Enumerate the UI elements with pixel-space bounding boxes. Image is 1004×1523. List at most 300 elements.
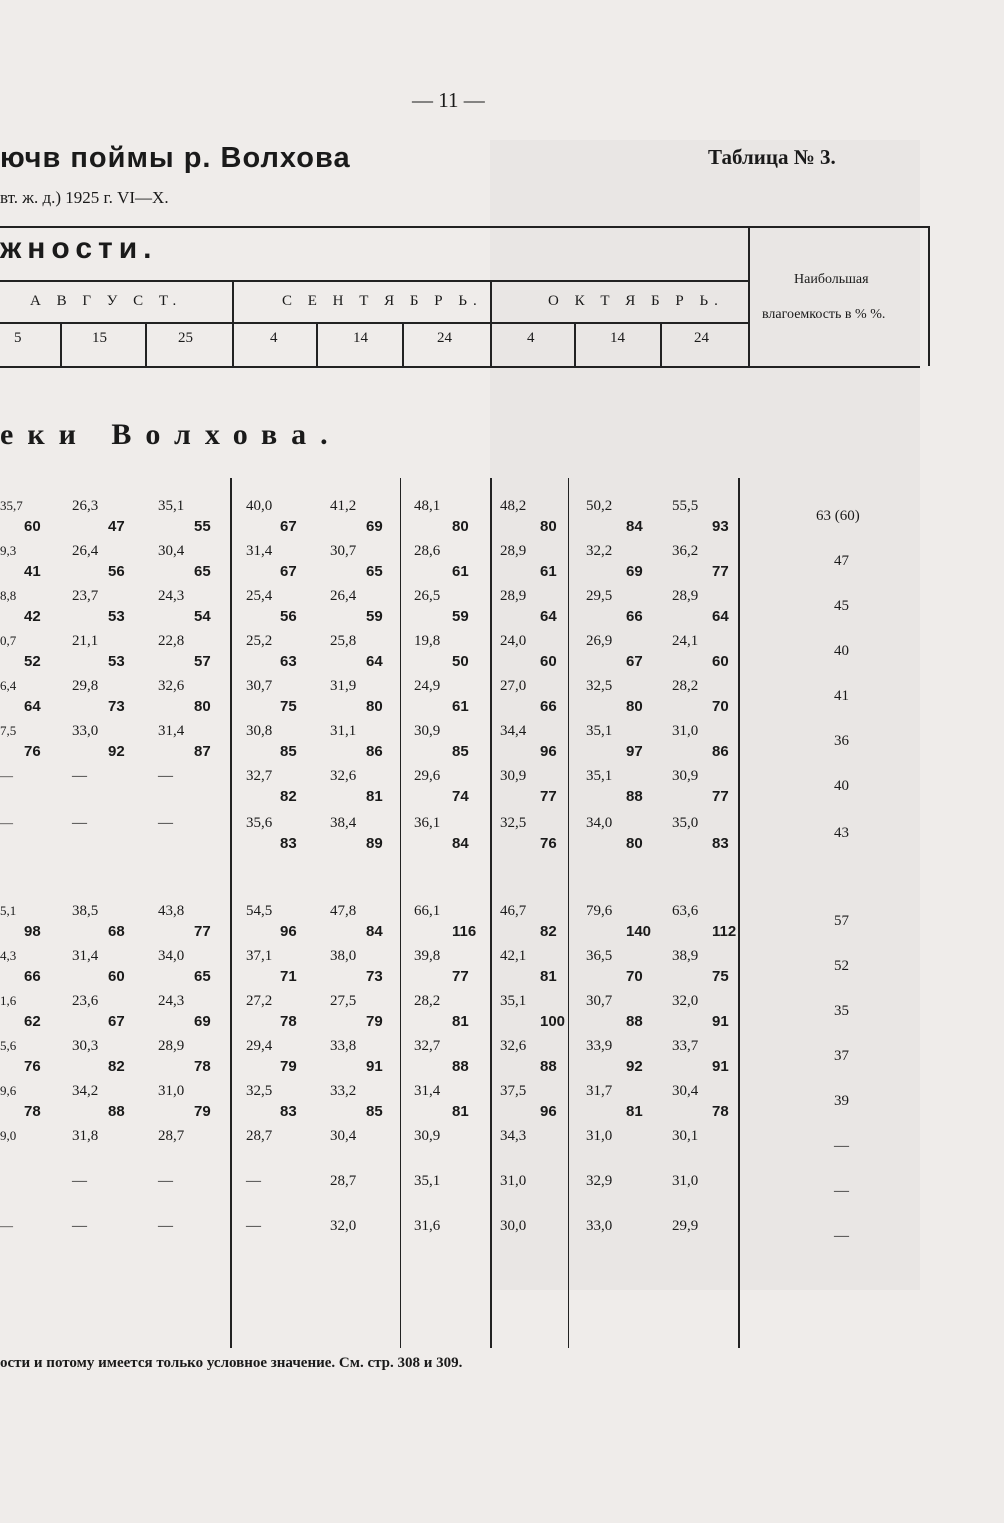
cell-percent: 67 [626,653,643,670]
cell-percent: 84 [626,518,643,535]
cell-moisture: 33,0 [72,723,99,739]
cell-moisture: 24,0 [500,633,527,649]
cell-percent: 85 [280,743,297,760]
cell-percent: 91 [712,1058,729,1075]
cell-moisture: 34,3 [500,1128,527,1144]
cell-percent: 77 [540,788,557,805]
cell-percent: 92 [626,1058,643,1075]
cell-percent: 59 [452,608,469,625]
cell-percent: 60 [712,653,729,670]
cell-moisture: 28,9 [672,588,699,604]
cell-moisture: 26,5 [414,588,441,604]
cell-percent: 116 [452,923,477,940]
cell-capacity: 40 [834,778,849,794]
cell-moisture: 36,5 [586,948,613,964]
header-divider [60,322,62,366]
cell-percent: 66 [626,608,643,625]
cell-moisture: 25,8 [330,633,357,649]
cell-moisture: 30,3 [72,1038,99,1054]
cell-percent: 83 [280,835,297,852]
cell-percent: 65 [194,968,211,985]
cell-moisture: 24,3 [158,588,185,604]
cell-moisture: 34,4 [500,723,527,739]
cell-moisture: 38,5 [72,903,99,919]
cell-percent: 80 [452,518,469,535]
cell-moisture: 31,4 [158,723,185,739]
cell-moisture: 48,2 [500,498,527,514]
cell-partial: 0,7 [0,633,17,648]
cell-capacity: 40 [834,643,849,659]
cell-percent: 81 [452,1013,469,1030]
day-label: 24 [437,330,452,346]
page-number: — 11 — [412,88,485,112]
cell-moisture: 34,0 [158,948,185,964]
cell-moisture: 28,9 [500,543,527,559]
cell-percent: 62 [24,1013,41,1030]
cell-moisture: 48,1 [414,498,441,514]
cell-moisture: 33,7 [672,1038,699,1054]
cell-moisture: 55,5 [672,498,699,514]
cell-moisture: 30,1 [672,1128,699,1144]
column-divider [568,478,569,1348]
cell-moisture: 28,2 [414,993,441,1009]
cell-percent: 64 [712,608,729,625]
cell-percent: 89 [366,835,383,852]
cell-percent: 71 [280,968,297,985]
cell-percent: 77 [712,563,729,580]
cell-moisture: 32,0 [672,993,699,1009]
cell-percent: 98 [24,923,41,940]
cell-moisture: 33,0 [586,1218,613,1234]
cell-partial: 5,1 [0,903,17,918]
cell-moisture: 79,6 [586,903,613,919]
cell-moisture: 33,2 [330,1083,357,1099]
cell-moisture: 22,8 [158,633,185,649]
cell-percent: 96 [540,743,557,760]
header-divider [748,226,750,366]
cell-percent: 70 [626,968,643,985]
cell-moisture: 31,4 [72,948,99,964]
cell-moisture: 28,2 [672,678,699,694]
cell-moisture: 46,7 [500,903,527,919]
cell-moisture: 32,6 [500,1038,527,1054]
cell-percent: 41 [24,563,41,580]
month-rule [0,280,748,282]
cell-moisture: 35,1 [500,993,527,1009]
cell-percent: 80 [366,698,383,715]
cell-percent: 88 [626,1013,643,1030]
cell-partial: 9,6 [0,1083,17,1098]
cell-moisture: — [72,768,87,784]
cell-moisture: 30,9 [414,1128,441,1144]
day-label: 15 [92,330,107,346]
cell-moisture: 30,9 [672,768,699,784]
cell-percent: 85 [366,1103,383,1120]
cell-moisture: 41,2 [330,498,357,514]
cell-capacity: 39 [834,1093,849,1109]
cell-capacity: 41 [834,688,849,704]
cell-partial: 4,3 [0,948,17,963]
cell-moisture: 35,1 [586,723,613,739]
cell-percent: 81 [366,788,383,805]
cell-percent: 54 [194,608,211,625]
month-october: О К Т Я Б Р Ь. [548,293,724,309]
cell-percent: 52 [24,653,41,670]
cell-moisture: 32,7 [246,768,273,784]
cell-partial: 5,6 [0,1038,17,1053]
cell-moisture: 29,5 [586,588,613,604]
cell-capacity: 63 (60) [816,508,860,524]
cell-percent: 64 [366,653,383,670]
cell-percent: 85 [452,743,469,760]
cell-percent: 42 [24,608,41,625]
cell-percent: 140 [626,923,652,940]
cell-percent: 76 [24,1058,41,1075]
cell-moisture: 29,9 [672,1218,699,1234]
cell-percent: 91 [366,1058,383,1075]
cell-moisture: 31,4 [414,1083,441,1099]
cell-moisture: 31,7 [586,1083,613,1099]
header-divider [928,226,930,366]
capacity-header-1: Наибольшая [794,272,869,287]
cell-percent: 83 [280,1103,297,1120]
cell-moisture: 31,1 [330,723,357,739]
cell-partial: — [0,768,13,783]
cell-moisture: 33,9 [586,1038,613,1054]
column-divider [490,478,492,1348]
cell-percent: 78 [194,1058,211,1075]
cell-percent: 53 [108,653,125,670]
cell-moisture: 25,4 [246,588,273,604]
cell-percent: 61 [540,563,557,580]
cell-percent: 59 [366,608,383,625]
cell-percent: 68 [108,923,125,940]
cell-moisture: 27,0 [500,678,527,694]
cell-moisture: 31,6 [414,1218,441,1234]
cell-partial: — [0,1218,13,1233]
cell-moisture: 35,1 [414,1173,441,1189]
cell-percent: 55 [194,518,211,535]
cell-moisture: — [72,1218,87,1234]
cell-moisture: 35,0 [672,815,699,831]
cell-moisture: 28,9 [158,1038,185,1054]
cell-capacity: 45 [834,598,849,614]
header-divider [145,322,147,366]
cell-moisture: 35,1 [158,498,185,514]
header-divider [232,280,234,366]
cell-moisture: 37,1 [246,948,273,964]
cell-partial: 9,3 [0,543,17,558]
cell-percent: 70 [712,698,729,715]
cell-capacity: 36 [834,733,849,749]
cell-moisture: 27,2 [246,993,273,1009]
cell-percent: 100 [540,1013,566,1030]
cell-moisture: 35,1 [586,768,613,784]
cell-moisture: 34,2 [72,1083,99,1099]
cell-percent: 93 [712,518,729,535]
cell-moisture: 33,8 [330,1038,357,1054]
cell-moisture: — [158,768,173,784]
cell-moisture: 28,7 [158,1128,185,1144]
cell-percent: 82 [280,788,297,805]
cell-capacity: — [834,1138,849,1154]
cell-percent: 88 [626,788,643,805]
cell-percent: 77 [452,968,469,985]
cell-percent: 78 [712,1103,729,1120]
cell-percent: 67 [280,518,297,535]
cell-percent: 47 [108,518,125,535]
cell-percent: 61 [452,698,469,715]
cell-moisture: 29,8 [72,678,99,694]
cell-capacity: 52 [834,958,849,974]
cell-percent: 75 [712,968,729,985]
cell-moisture: 35,6 [246,815,273,831]
cell-percent: 78 [24,1103,41,1120]
cell-percent: 78 [280,1013,297,1030]
cell-moisture: 31,0 [672,1173,699,1189]
header-bottom-rule [0,366,920,368]
cell-percent: 79 [280,1058,297,1075]
cell-percent: 112 [712,923,737,940]
month-august: А В Г У С Т. [30,293,183,309]
cell-moisture: — [158,815,173,831]
cell-moisture: 29,6 [414,768,441,784]
cell-moisture: — [72,1173,87,1189]
table-subtitle: вт. ж. д.) 1925 г. VI—X. [0,188,169,207]
river-heading: еки Волхова. [0,418,342,451]
cell-moisture: 32,7 [414,1038,441,1054]
cell-percent: 56 [280,608,297,625]
cell-moisture: 24,3 [158,993,185,1009]
cell-percent: 79 [366,1013,383,1030]
cell-moisture: 29,4 [246,1038,273,1054]
cell-capacity: 47 [834,553,849,569]
cell-percent: 73 [108,698,125,715]
cell-moisture: 37,5 [500,1083,527,1099]
cell-partial: 35,7 [0,498,23,513]
cell-moisture: 19,8 [414,633,441,649]
cell-percent: 77 [712,788,729,805]
cell-moisture: 24,9 [414,678,441,694]
cell-moisture: 38,4 [330,815,357,831]
cell-moisture: 26,3 [72,498,99,514]
cell-percent: 74 [452,788,469,805]
day-label: 14 [353,330,368,346]
cell-moisture: 31,0 [672,723,699,739]
day-label: 4 [527,330,535,346]
day-label: 4 [270,330,278,346]
cell-moisture: 42,1 [500,948,527,964]
cell-capacity: 35 [834,1003,849,1019]
cell-percent: 65 [194,563,211,580]
cell-moisture: 32,5 [586,678,613,694]
cell-moisture: 32,2 [586,543,613,559]
cell-moisture: 28,9 [500,588,527,604]
cell-percent: 60 [540,653,557,670]
table-label: Таблица № 3. [708,145,836,169]
cell-moisture: 39,8 [414,948,441,964]
cell-percent: 92 [108,743,125,760]
day-label: 25 [178,330,193,346]
cell-percent: 64 [540,608,557,625]
top-rule [0,226,930,228]
cell-moisture: 66,1 [414,903,441,919]
cell-percent: 79 [194,1103,211,1120]
cell-percent: 76 [24,743,41,760]
cell-partial: — [0,815,13,830]
cell-moisture: 26,4 [330,588,357,604]
cell-percent: 83 [712,835,729,852]
cell-moisture: 32,6 [330,768,357,784]
cell-percent: 96 [280,923,297,940]
cell-moisture: 28,7 [246,1128,273,1144]
cell-partial: 6,4 [0,678,17,693]
header-divider [316,322,318,366]
cell-moisture: 47,8 [330,903,357,919]
cell-percent: 66 [24,968,41,985]
cell-percent: 69 [626,563,643,580]
cell-moisture: 31,0 [586,1128,613,1144]
cell-percent: 56 [108,563,125,580]
cell-percent: 76 [540,835,557,852]
cell-moisture: — [246,1173,261,1189]
cell-moisture: 28,6 [414,543,441,559]
cell-moisture: 24,1 [672,633,699,649]
cell-percent: 88 [540,1058,557,1075]
cell-partial: 9,0 [0,1128,17,1143]
cell-moisture: 30,0 [500,1218,527,1234]
column-divider [230,478,232,1348]
cell-moisture: 34,0 [586,815,613,831]
cell-moisture: 30,4 [672,1083,699,1099]
cell-moisture: — [158,1173,173,1189]
cell-partial: 8,8 [0,588,17,603]
cell-capacity: — [834,1228,849,1244]
cell-moisture: 32,5 [500,815,527,831]
cell-capacity: 37 [834,1048,849,1064]
column-divider [738,478,740,1348]
cell-moisture: 30,7 [330,543,357,559]
cell-moisture: 36,1 [414,815,441,831]
capacity-header-2: влагоемкость в % %. [762,307,886,322]
cell-percent: 50 [452,653,469,670]
cell-moisture: 30,8 [246,723,273,739]
cell-moisture: 26,9 [586,633,613,649]
cell-moisture: 26,4 [72,543,99,559]
cell-percent: 67 [108,1013,125,1030]
cell-moisture: 23,7 [72,588,99,604]
cell-percent: 69 [366,518,383,535]
day-label: 14 [610,330,625,346]
cell-percent: 75 [280,698,297,715]
cell-percent: 82 [108,1058,125,1075]
month-september: С Е Н Т Я Б Р Ь. [282,293,483,309]
cell-percent: 88 [108,1103,125,1120]
cell-percent: 60 [108,968,125,985]
cell-moisture: 30,9 [414,723,441,739]
cell-moisture: — [246,1218,261,1234]
cell-moisture: 31,0 [500,1173,527,1189]
cell-percent: 87 [194,743,211,760]
day-label: 24 [694,330,709,346]
day-rule [0,322,748,324]
cell-percent: 80 [540,518,557,535]
cell-partial: 7,5 [0,723,17,738]
cell-percent: 53 [108,608,125,625]
cell-moisture: 21,1 [72,633,99,649]
cell-moisture: 27,5 [330,993,357,1009]
footnote: ости и потому имеется только условное значение. См. стр. 308 и 309. [0,1355,463,1371]
cell-percent: 81 [452,1103,469,1120]
cell-percent: 69 [194,1013,211,1030]
column-divider [400,478,401,1348]
cell-moisture: 31,0 [158,1083,185,1099]
cell-capacity: 43 [834,825,849,841]
cell-percent: 80 [626,835,643,852]
cell-moisture: 32,6 [158,678,185,694]
cell-moisture: 30,7 [586,993,613,1009]
cell-moisture: 32,5 [246,1083,273,1099]
cell-moisture: 54,5 [246,903,273,919]
table-title: ючв поймы р. Волхова [0,142,351,174]
cell-percent: 57 [194,653,211,670]
cell-percent: 81 [626,1103,643,1120]
header-divider [402,322,404,366]
cell-percent: 82 [540,923,557,940]
cell-moisture: 38,9 [672,948,699,964]
cell-moisture: 30,7 [246,678,273,694]
cell-percent: 84 [452,835,469,852]
cell-moisture: 30,4 [158,543,185,559]
cell-moisture: — [158,1218,173,1234]
cell-percent: 73 [366,968,383,985]
cell-moisture: 25,2 [246,633,273,649]
cell-percent: 88 [452,1058,469,1075]
cell-moisture: 31,4 [246,543,273,559]
cell-moisture: 23,6 [72,993,99,1009]
cell-moisture: 32,0 [330,1218,357,1234]
header-divider [490,280,492,366]
cell-percent: 61 [452,563,469,580]
cell-moisture: 30,4 [330,1128,357,1144]
cell-moisture: 36,2 [672,543,699,559]
cell-moisture: 31,9 [330,678,357,694]
cell-percent: 63 [280,653,297,670]
day-label: 5 [14,330,22,346]
cell-moisture: 40,0 [246,498,273,514]
cell-percent: 96 [540,1103,557,1120]
cell-percent: 66 [540,698,557,715]
header-divider [574,322,576,366]
cell-percent: 77 [194,923,211,940]
cell-moisture: 30,9 [500,768,527,784]
header-divider [660,322,662,366]
cell-moisture: 31,8 [72,1128,99,1144]
section-heading: жности. [0,232,158,265]
cell-percent: 84 [366,923,383,940]
cell-percent: 80 [194,698,211,715]
cell-moisture: — [72,815,87,831]
cell-moisture: 38,0 [330,948,357,964]
cell-percent: 64 [24,698,41,715]
cell-capacity: — [834,1183,849,1199]
cell-percent: 91 [712,1013,729,1030]
cell-percent: 67 [280,563,297,580]
cell-percent: 81 [540,968,557,985]
cell-moisture: 32,9 [586,1173,613,1189]
cell-partial: 1,6 [0,993,17,1008]
cell-moisture: 63,6 [672,903,699,919]
